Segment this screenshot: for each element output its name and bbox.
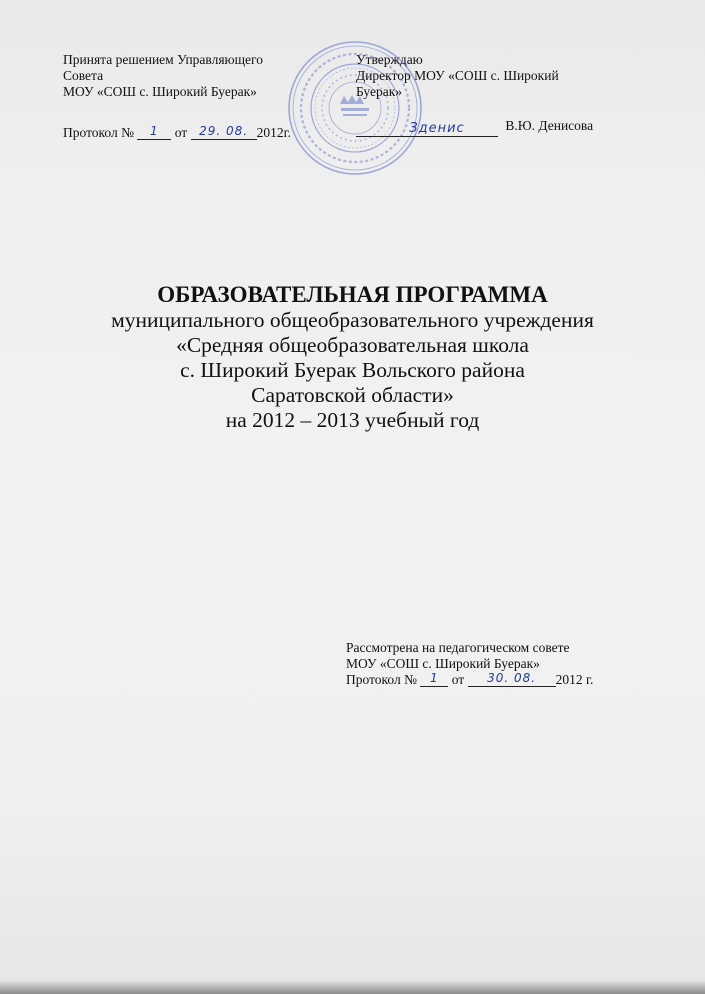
director-approval <box>356 52 646 100</box>
director-signature: Зденис <box>409 121 465 136</box>
protocol-date: 29. 08. <box>199 124 249 138</box>
approval-right-line1: Утверждаю <box>356 52 423 67</box>
protocol-year: 2012г. <box>256 125 291 140</box>
council-protocol-label: Протокол № <box>346 672 417 687</box>
title-line-4: с. Широкий Буерак Вольского района <box>180 358 525 382</box>
director-name: В.Ю. Денисова <box>505 118 594 133</box>
title-line-6: на 2012 – 2013 учебный год <box>225 408 480 432</box>
protocol-from: от <box>174 125 188 140</box>
council-line1: Рассмотрена на педагогическом совете <box>346 640 570 655</box>
council-date-field <box>468 672 556 687</box>
title-line-2: муниципального общеобразовательного учреждения <box>111 308 594 332</box>
council-protocol-from: от <box>451 672 465 687</box>
protocol-top <box>63 125 291 141</box>
protocol-date-field <box>191 125 257 140</box>
program-title: ОБРАЗОВАТЕЛЬНАЯ ПРОГРАММА <box>157 282 548 307</box>
protocol-label: Протокол № <box>63 125 134 140</box>
director-signature-row <box>356 118 593 137</box>
council-number-field <box>420 672 448 687</box>
pedagogical-council-review <box>346 640 666 688</box>
title-line-3: «Средняя общеобразовательная школа <box>176 333 529 357</box>
council-protocol-date: 30. 08. <box>487 671 537 685</box>
signature-field <box>356 118 498 137</box>
council-protocol <box>346 672 666 688</box>
approval-left-line1: Принята решением Управляющего <box>63 52 263 67</box>
council-protocol-year: 2012 г. <box>555 672 594 687</box>
protocol-number: 1 <box>150 124 159 138</box>
council-protocol-number: 1 <box>430 671 439 685</box>
council-line2: МОУ «СОШ с. Широкий Буерак» <box>346 656 540 671</box>
protocol-number-field <box>137 125 171 140</box>
approval-left-line3: МОУ «СОШ с. Широкий Буерак» <box>63 84 257 99</box>
approval-right-line3: Буерак» <box>356 84 403 99</box>
title-line-5: Саратовской области» <box>251 383 454 407</box>
approval-right-line2: Директор МОУ «СОШ с. Широкий <box>356 68 559 83</box>
program-title-block <box>0 281 705 433</box>
management-council-approval <box>63 52 303 100</box>
approval-left-line2: Совета <box>63 68 104 83</box>
